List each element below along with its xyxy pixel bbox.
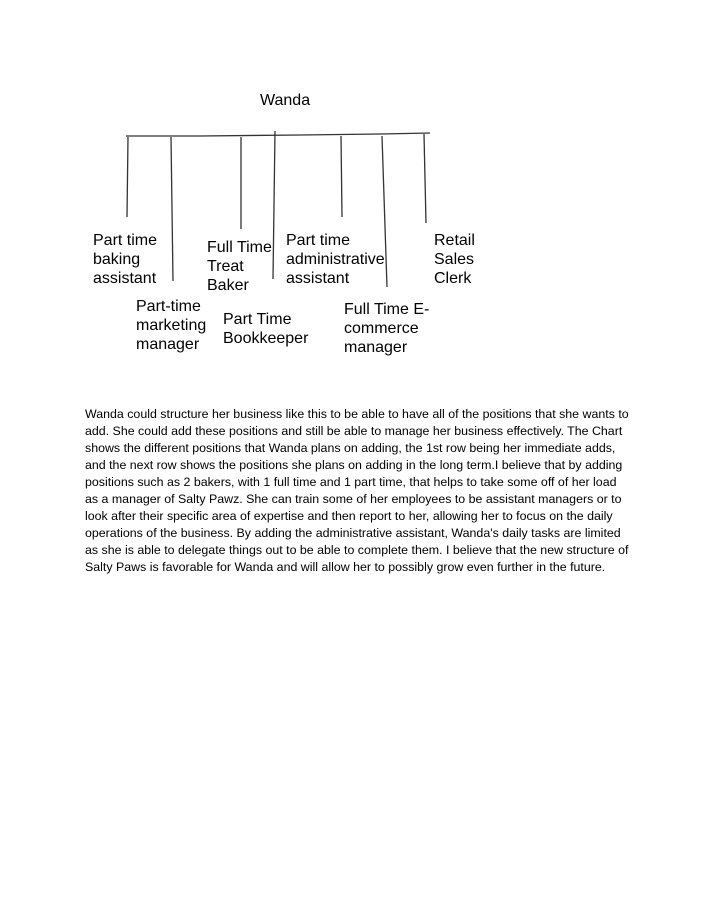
connector-baking bbox=[127, 137, 128, 217]
position-retail bbox=[434, 231, 475, 288]
connector-horizontal-bar bbox=[126, 133, 430, 136]
connector-retail bbox=[424, 134, 426, 223]
position-line: Clerk bbox=[434, 270, 472, 287]
position-marketing bbox=[136, 297, 206, 354]
position-line: Part-time bbox=[136, 298, 201, 315]
connector-bookkeeper bbox=[273, 131, 275, 279]
connector-marketing bbox=[171, 137, 173, 281]
position-line: Full Time bbox=[207, 239, 272, 256]
position-line: Sales bbox=[434, 251, 475, 268]
position-line: baking bbox=[93, 251, 141, 268]
position-line: manager bbox=[136, 336, 200, 353]
position-baking bbox=[93, 231, 157, 288]
position-line: administrative bbox=[286, 251, 385, 268]
root-node-wanda: Wanda bbox=[260, 92, 311, 109]
position-admin bbox=[286, 231, 385, 288]
position-line: Treat bbox=[207, 258, 244, 275]
position-line: assistant bbox=[286, 270, 350, 287]
position-line: Part Time bbox=[223, 311, 292, 328]
position-line: Bookkeeper bbox=[223, 330, 309, 347]
position-line: Baker bbox=[207, 277, 249, 294]
position-ecommerce bbox=[344, 300, 429, 357]
explanation-paragraph: Wanda could structure her business like this to be able to have all of the positions that she wants to add. She could add these positions and still be able to manage her business effectively. The Chart shows the different positions that Wanda plans on adding, the 1st row being her immediate adds, and the next row shows the positions she plans on adding in the long term.I believe that by adding positions such as 2 bakers, with 1 full time and 1 part time, that helps to take some off of her load as a manager of Salty Pawz. She can train some of her employees to be assistant managers or to look after their specific area of expertise and then report to her, allowing her to focus on the daily operations of the business. By adding the administrative assistant, Wanda's daily tasks are limited as she is able to delegate things out to be able to complete them. I believe that the new structure of Salty Paws is favorable for Wanda and will allow her to possibly grow even further in the future. bbox=[85, 407, 629, 574]
position-line: assistant bbox=[93, 270, 157, 287]
position-line: marketing bbox=[136, 317, 207, 334]
position-line: manager bbox=[344, 339, 408, 356]
position-line: Part time bbox=[286, 232, 351, 249]
position-line: commerce bbox=[344, 320, 419, 337]
position-line: Part time bbox=[93, 232, 158, 249]
position-line: Retail bbox=[434, 232, 475, 249]
position-line: Full Time E- bbox=[344, 301, 430, 318]
position-bookkeeper bbox=[223, 310, 308, 348]
position-treat-baker bbox=[207, 238, 272, 295]
connector-admin bbox=[341, 136, 342, 217]
